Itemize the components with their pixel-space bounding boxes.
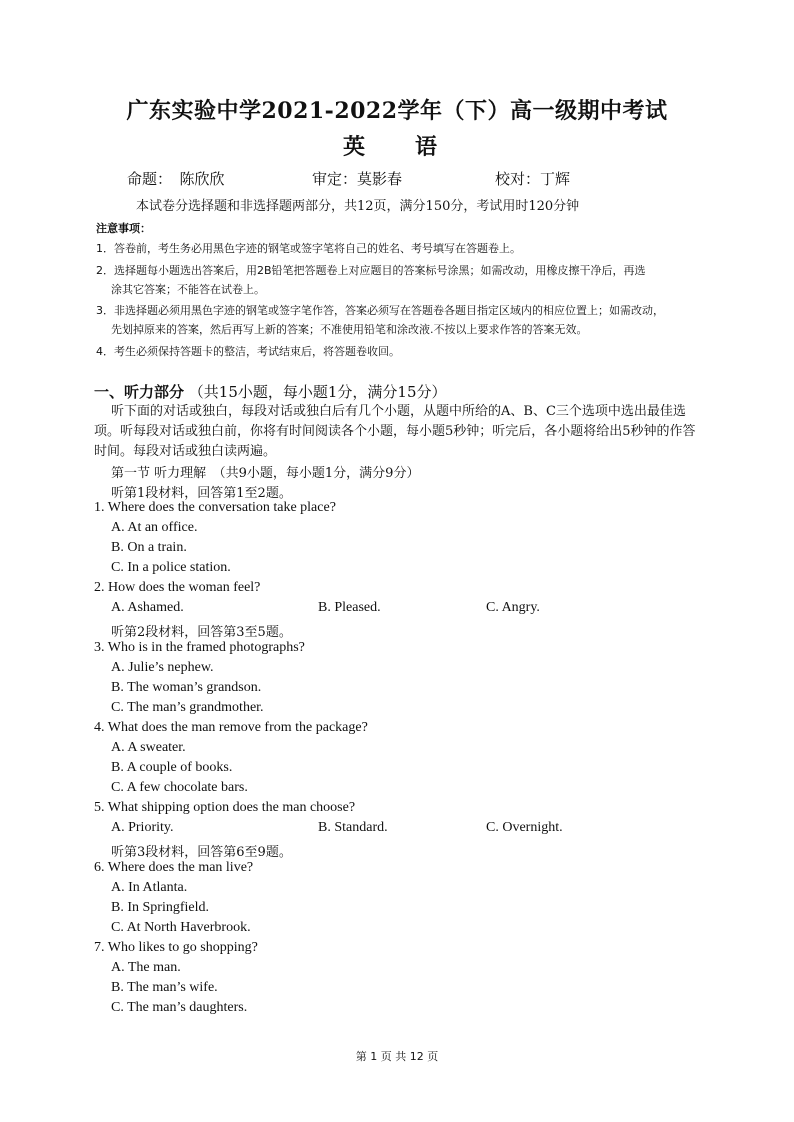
notice-item-3: 3．非选择题必须用黑色字迹的钢笔或签字笔作答，答案必须写在答题卷各题目指定区域内的相应位置上；如需改动， <box>96 304 664 317</box>
question-6-option-c: C. At North Haverbrook. <box>111 920 251 935</box>
question-4-option-a: A. A sweater. <box>111 740 186 755</box>
question-7-option-c: C. The man’s daughters. <box>111 1000 248 1015</box>
subject-title: 英 语 <box>342 134 451 160</box>
question-6-option-b: B. In Springfield. <box>111 900 209 915</box>
reviewer-label: 审定：莫影春 <box>312 170 403 188</box>
question-1-stem: 1. Where does the conversation take place? <box>94 500 336 515</box>
section-heading <box>94 381 447 402</box>
notice-title: 注意事项： <box>96 222 151 235</box>
question-1-option-b: B. On a train. <box>111 540 187 555</box>
section-instructions: 听下面的对话或独白，每段对话或独白后有几个小题，从题中所给的A、B、C三个选项中选出最佳选项。听每段对话或独白前，你将有时间阅读各个小题，每小题5秒钟；听完后，各小题将给出5秒钟的作答时间。每段对话或独白读两遍。 <box>94 404 696 459</box>
question-7-stem: 7. Who likes to go shopping? <box>94 940 258 955</box>
material-3-note: 听第3段材料，回答第6至9题。 <box>111 845 292 860</box>
notice-item-3-cont: 先划掉原来的答案，然后再写上新的答案；不准使用铅笔和涂改液.不按以上要求作答的答案无效。 <box>111 323 588 336</box>
page-footer: 第 1 页 共 12 页 <box>355 1050 439 1063</box>
section-title: 一、听力部分 <box>94 383 185 401</box>
notice-item-4: 4．考生必须保持答题卡的整洁，考试结束后，将答题卷收回。 <box>96 345 400 358</box>
question-2-option-c: C. Angry. <box>486 600 540 615</box>
part-1-heading: 第一节 听力理解 （共9小题，每小题1分，满分9分） <box>111 466 420 481</box>
question-7-option-b: B. The man’s wife. <box>111 980 218 995</box>
question-5-option-b: B. Standard. <box>318 820 388 835</box>
question-6-option-a: A. In Atlanta. <box>111 880 188 895</box>
material-2-note: 听第2段材料，回答第3至5题。 <box>111 625 292 640</box>
question-3-option-c: C. The man’s grandmother. <box>111 700 264 715</box>
question-4-option-c: C. A few chocolate bars. <box>111 780 248 795</box>
question-5-option-a: A. Priority. <box>111 820 174 835</box>
question-5-stem: 5. What shipping option does the man choose? <box>94 800 356 815</box>
question-3-stem: 3. Who is in the framed photographs? <box>94 640 305 655</box>
exam-intro: 本试卷分选择题和非选择题两部分，共12页，满分150分，考试用时120分钟 <box>136 199 580 214</box>
setter-label: 命题： 陈欣欣 <box>127 170 225 188</box>
question-7-option-a: A. The man. <box>111 960 181 975</box>
proofreader-label: 校对：丁辉 <box>495 170 571 188</box>
question-6-stem: 6. Where does the man live? <box>94 860 254 875</box>
notice-item-2: 2．选择题每小题选出答案后，用2B铅笔把答题卷上对应题目的答案标号涂黑；如需改动，用橡皮擦干净后，再选 <box>96 264 646 277</box>
question-2-option-b: B. Pleased. <box>318 600 381 615</box>
question-2-stem: 2. How does the woman feel? <box>94 580 261 595</box>
question-5-option-c: C. Overnight. <box>486 820 563 835</box>
notice-item-2-cont: 涂其它答案；不能答在试卷上。 <box>111 283 265 296</box>
question-2-option-a: A. Ashamed. <box>111 600 184 615</box>
question-1-option-a: A. At an office. <box>111 520 198 535</box>
question-4-option-b: B. A couple of books. <box>111 760 233 775</box>
material-1-note: 听第1段材料，回答第1至2题。 <box>111 486 292 501</box>
notice-item-1: 1．答卷前，考生务必用黑色字迹的钢笔或签字笔将自己的姓名、考号填写在答题卷上。 <box>96 242 521 255</box>
question-3-option-b: B. The woman’s grandson. <box>111 680 262 695</box>
question-3-option-a: A. Julie’s nephew. <box>111 660 214 675</box>
question-4-stem: 4. What does the man remove from the package? <box>94 720 368 735</box>
section-note: （共15小题，每小题1分，满分15分） <box>188 383 447 401</box>
question-1-option-c: C. In a police station. <box>111 560 231 575</box>
exam-title: 广东实验中学2021-2022学年（下）高一级期中考试 <box>126 98 668 124</box>
